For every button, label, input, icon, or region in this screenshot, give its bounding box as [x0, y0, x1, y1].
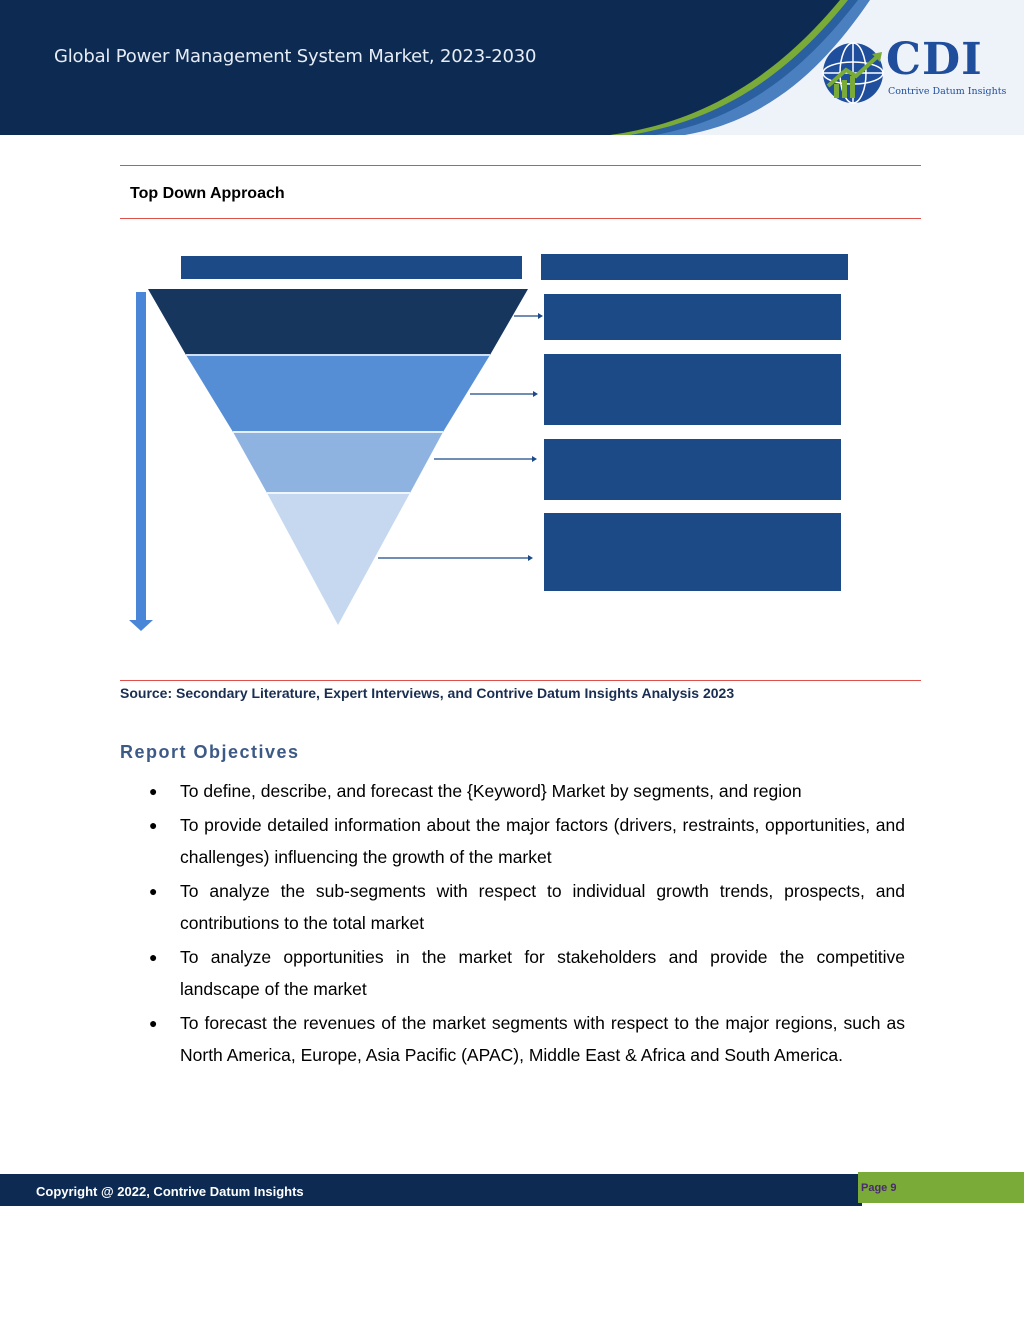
- page-number: Page 9: [861, 1182, 897, 1194]
- bullet-icon: ●: [149, 1015, 158, 1031]
- list-item: ● To forecast the revenues of the market segments with respect to the major regions, such as North America, Europe, Asia Pacific (APAC), Middle East & Africa and South America.: [145, 1007, 905, 1071]
- logo-wordmark: CDI: [886, 34, 983, 85]
- down-arrow-head: [129, 620, 153, 631]
- bullet-icon: ●: [149, 783, 158, 799]
- funnel-level-1: [148, 289, 528, 355]
- list-item: ● To analyze the sub-segments with respect to individual growth trends, prospects, and contributions to the total market: [145, 875, 905, 939]
- section-bottom-rule: [120, 218, 921, 219]
- page-number-box: [858, 1172, 1024, 1203]
- section-title: Top Down Approach: [130, 185, 285, 202]
- bullet-icon: ●: [149, 883, 158, 899]
- level-box-2: [544, 354, 841, 425]
- source-rule: [120, 680, 921, 681]
- list-item: ● To analyze opportunities in the market for stakeholders and provide the competitive landscape of the market: [145, 941, 905, 1005]
- globe-icon: [820, 40, 886, 106]
- objectives-list: [145, 775, 905, 1073]
- objectives-heading: Report Objectives: [120, 742, 300, 762]
- page-header: [0, 0, 1024, 135]
- bullet-icon: ●: [149, 817, 158, 833]
- list-item: ● To provide detailed information about the major factors (drivers, restraints, opportunities, and challenges) influencing the growth of the market: [145, 809, 905, 873]
- cdi-logo: [820, 34, 1020, 106]
- bullet-icon: ●: [149, 949, 158, 965]
- logo-subtitle: Contrive Datum Insights: [888, 86, 1007, 97]
- level-box-4: [544, 513, 841, 591]
- report-title: Global Power Management System Market, 2023-2030: [54, 46, 537, 67]
- source-note: Source: Secondary Literature, Expert Interviews, and Contrive Datum Insights Analysis 2023: [120, 685, 735, 701]
- funnel-level-2: [186, 355, 490, 432]
- funnel-header-bar-left: [181, 256, 522, 279]
- level-box-3: [544, 439, 841, 500]
- list-item: ● To define, describe, and forecast the {Keyword} Market by segments, and region: [145, 775, 905, 807]
- level-box-1: [544, 294, 841, 340]
- funnel-level-3: [233, 432, 443, 493]
- copyright-text: Copyright @ 2022, Contrive Datum Insights: [36, 1184, 304, 1199]
- funnel-header-bar-right: [541, 254, 848, 280]
- page-footer: [0, 1174, 862, 1206]
- section-top-rule: [120, 165, 921, 166]
- top-down-funnel-diagram: [120, 245, 860, 640]
- funnel-level-4: [267, 493, 410, 625]
- down-arrow-shaft: [136, 292, 146, 622]
